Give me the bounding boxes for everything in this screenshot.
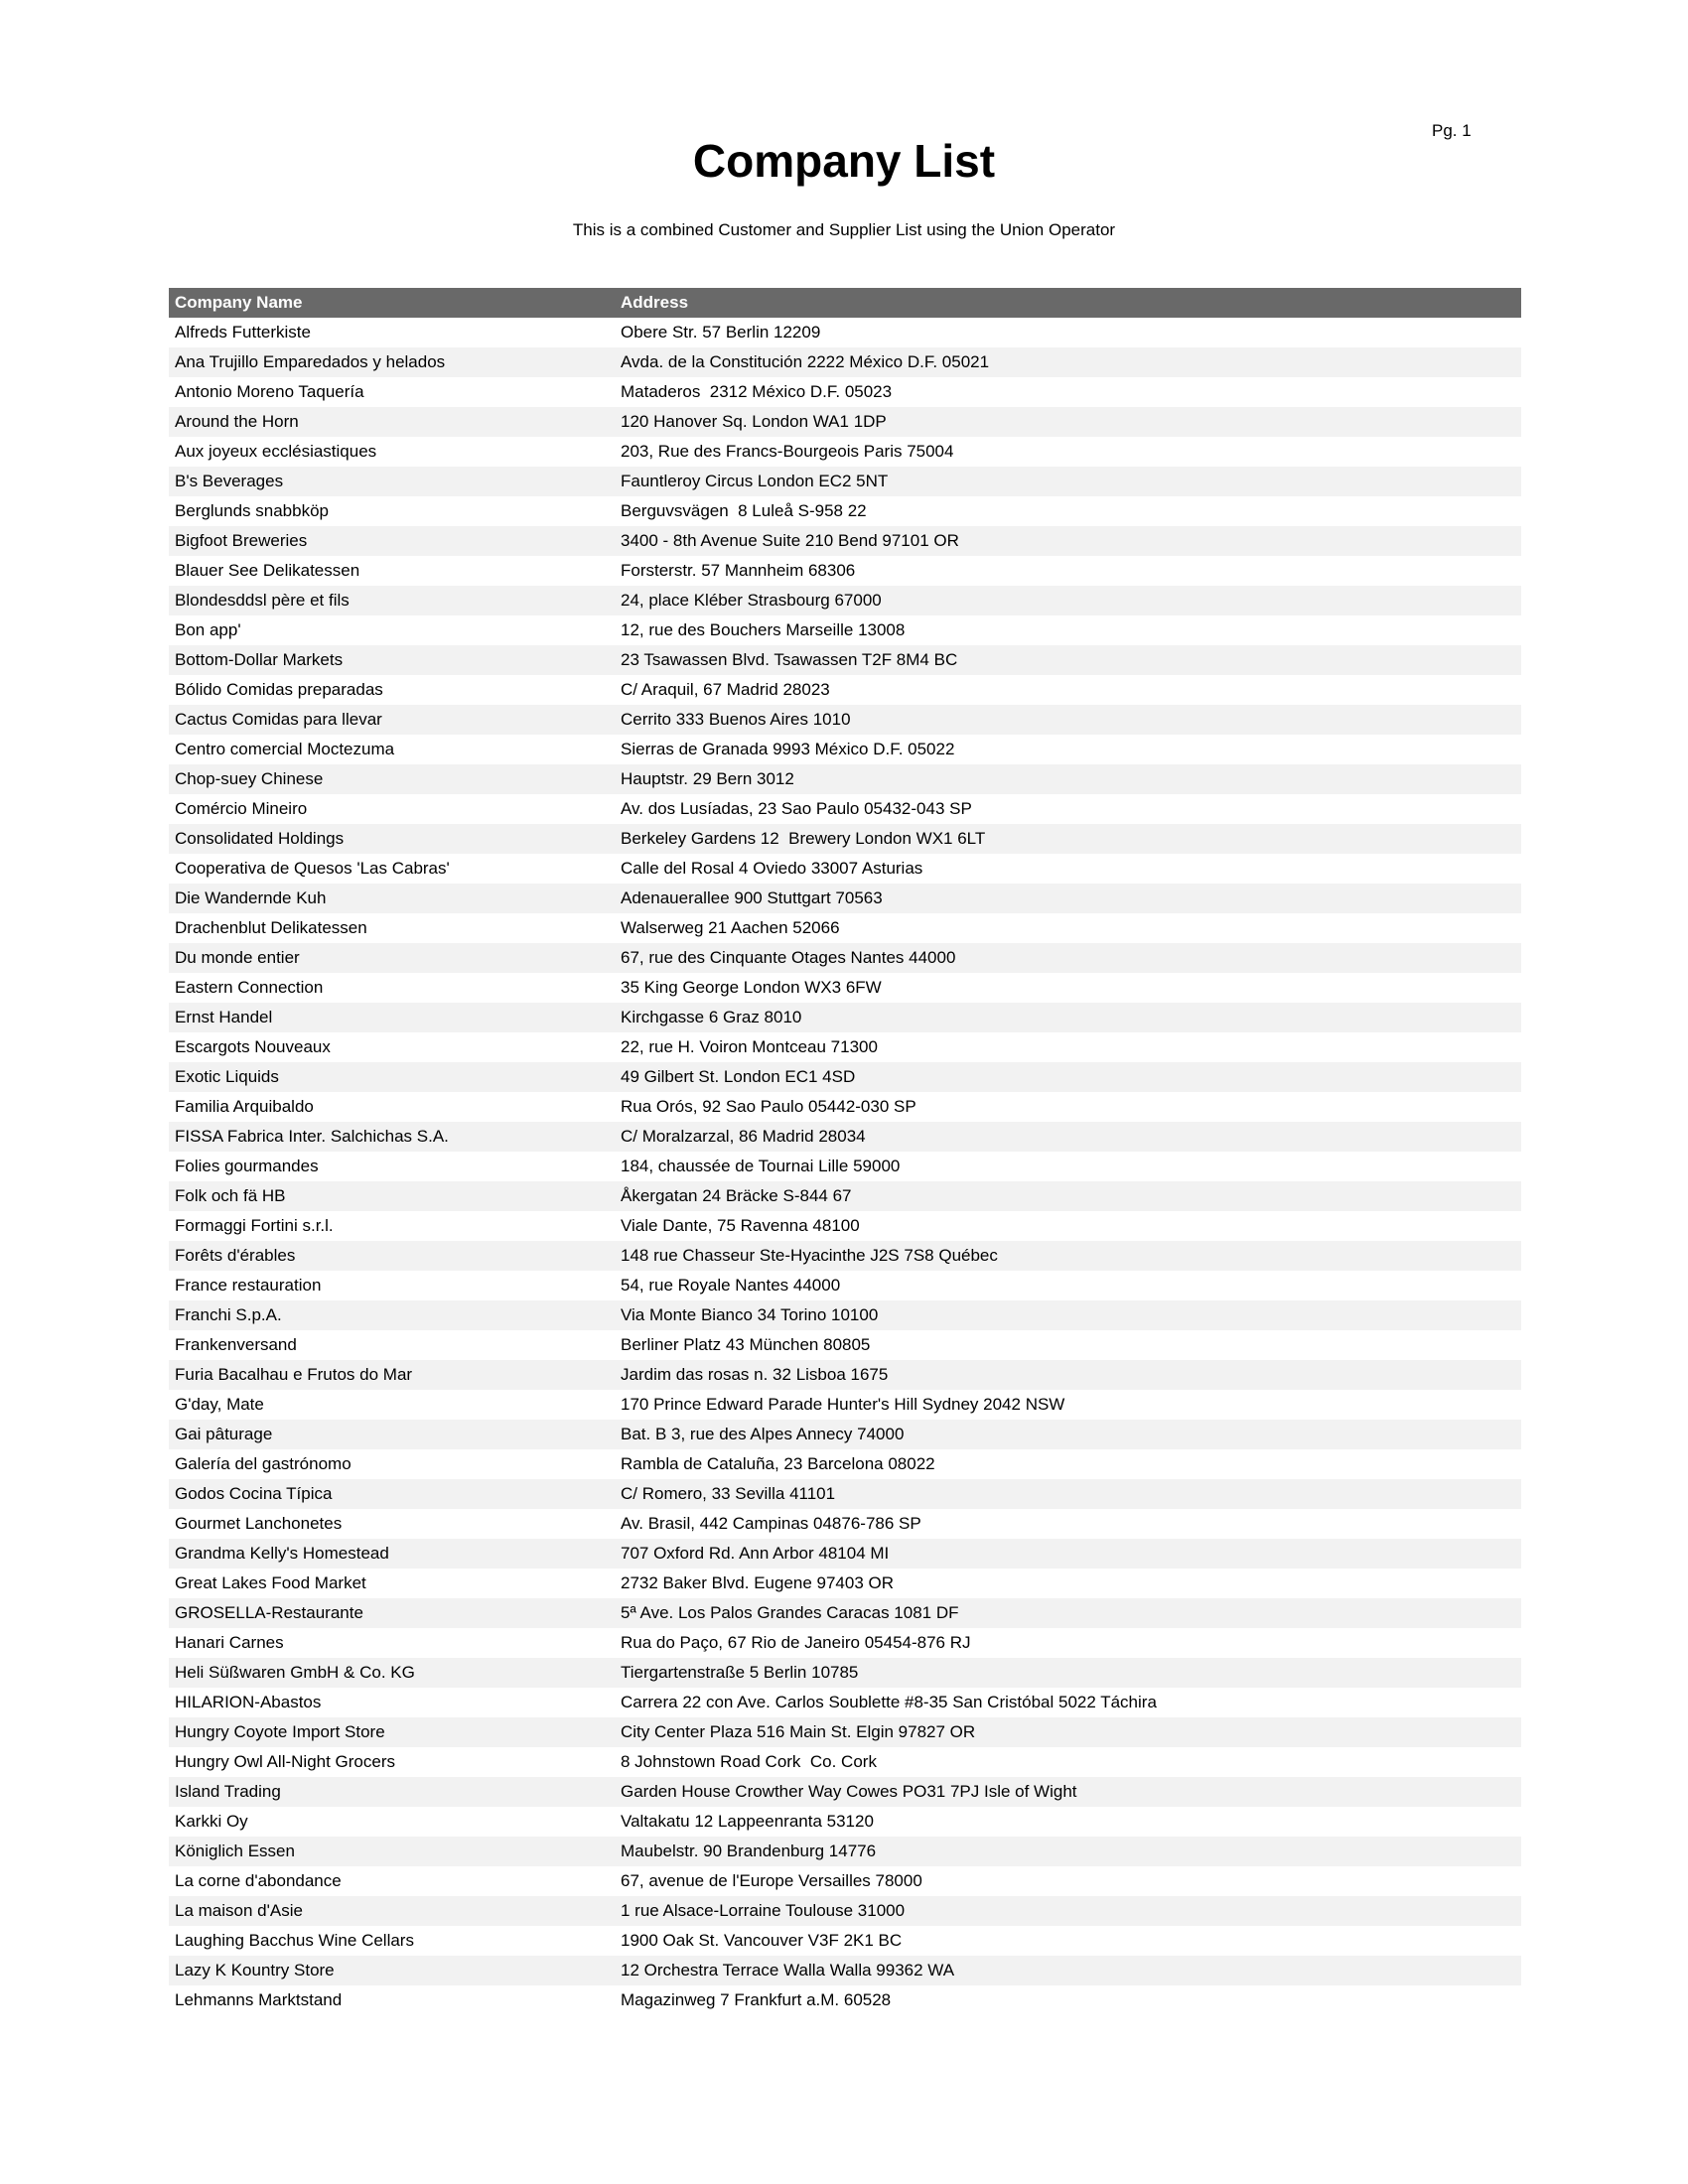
address-cell: C/ Moralzarzal, 86 Madrid 28034 [621,1127,866,1146]
address-cell: 203, Rue des Francs-Bourgeois Paris 75004 [621,442,954,461]
address-cell: Av. Brasil, 442 Campinas 04876-786 SP [621,1514,921,1533]
page-title: Company List [692,135,996,187]
company-name-cell: G'day, Mate [175,1395,264,1414]
company-name-cell: Cooperativa de Quesos 'Las Cabras' [175,859,450,878]
table-row [169,1271,1521,1300]
table-row [169,1956,1521,1985]
table-row [169,1896,1521,1926]
address-cell: 707 Oxford Rd. Ann Arbor 48104 MI [621,1544,890,1563]
company-name-cell: HILARION-Abastos [175,1693,322,1711]
company-name-cell: Ana Trujillo Emparedados y helados [175,352,446,371]
address-cell: 184, chaussée de Tournai Lille 59000 [621,1157,901,1175]
table-row [169,735,1521,764]
table-row [169,794,1521,824]
table-row [169,556,1521,586]
table-row [169,1479,1521,1509]
table-row [169,1539,1521,1569]
address-cell: Forsterstr. 57 Mannheim 68306 [621,561,856,580]
table-row [169,1628,1521,1658]
table-row [169,764,1521,794]
address-cell: 8 Johnstown Road Cork Co. Cork [621,1752,877,1771]
table-row [169,1985,1521,2015]
address-cell: Carrera 22 con Ave. Carlos Soublette #8-35 San Cristóbal 5022 Táchira [621,1693,1157,1711]
company-name-cell: Cactus Comidas para llevar [175,710,382,729]
company-name-cell: Forêts d'érables [175,1246,296,1265]
page-subtitle: This is a combined Customer and Supplier List using the Union Operator [572,220,1116,239]
company-table [169,288,1521,2015]
company-name-cell: Die Wandernde Kuh [175,888,327,907]
column-header-address: Address [621,293,689,312]
company-name-cell: Bólido Comidas preparadas [175,680,383,699]
address-cell: Garden House Crowther Way Cowes PO31 7PJ Isle of Wight [621,1782,1077,1801]
address-cell: 148 rue Chasseur Ste-Hyacinthe J2S 7S8 Québec [621,1246,998,1265]
company-name-cell: Gai pâturage [175,1425,273,1443]
company-name-cell: Galería del gastrónomo [175,1454,352,1473]
company-name-cell: Aux joyeux ecclésiastiques [175,442,377,461]
address-cell: C/ Araquil, 67 Madrid 28023 [621,680,830,699]
table-row [169,854,1521,884]
table-row [169,1807,1521,1837]
company-name-cell: Bon app' [175,620,241,639]
table-row [169,318,1521,347]
table-row [169,1837,1521,1866]
company-name-cell: Blondesddsl père et fils [175,591,350,610]
company-name-cell: Grandma Kelly's Homestead [175,1544,389,1563]
company-name-cell: France restauration [175,1276,322,1295]
address-cell: City Center Plaza 516 Main St. Elgin 97827 OR [621,1722,976,1741]
table-row [169,407,1521,437]
company-name-cell: Great Lakes Food Market [175,1573,366,1592]
company-name-cell: La maison d'Asie [175,1901,303,1920]
table-row [169,1211,1521,1241]
table-row [169,1092,1521,1122]
address-cell: Rua Orós, 92 Sao Paulo 05442-030 SP [621,1097,916,1116]
table-row [169,377,1521,407]
address-cell: Åkergatan 24 Bräcke S-844 67 [621,1186,852,1205]
table-row [169,1003,1521,1032]
table-row [169,1241,1521,1271]
table-row [169,347,1521,377]
company-name-cell: Folk och fä HB [175,1186,286,1205]
table-row [169,1390,1521,1420]
table-header [169,288,1521,318]
address-cell: Berguvsvägen 8 Luleå S-958 22 [621,501,867,520]
address-cell: Valtakatu 12 Lappeenranta 53120 [621,1812,874,1831]
table-body [169,318,1521,2015]
company-name-cell: Berglunds snabbköp [175,501,330,520]
company-name-cell: Frankenversand [175,1335,297,1354]
table-row [169,705,1521,735]
address-cell: Adenauerallee 900 Stuttgart 70563 [621,888,883,907]
company-name-cell: Hungry Owl All-Night Grocers [175,1752,396,1771]
company-name-cell: Eastern Connection [175,978,324,997]
company-name-cell: Blauer See Delikatessen [175,561,360,580]
table-row [169,973,1521,1003]
table-row [169,1122,1521,1152]
table-row [169,496,1521,526]
address-cell: 5ª Ave. Los Palos Grandes Caracas 1081 DF [621,1603,959,1622]
company-name-cell: La corne d'abondance [175,1871,342,1890]
company-name-cell: Godos Cocina Típica [175,1484,333,1503]
table-row [169,437,1521,467]
table-row [169,675,1521,705]
table-row [169,1926,1521,1956]
address-cell: 2732 Baker Blvd. Eugene 97403 OR [621,1573,895,1592]
page-number: Pg. 1 [1432,121,1472,140]
company-name-cell: Lehmanns Marktstand [175,1990,343,2009]
address-cell: Cerrito 333 Buenos Aires 1010 [621,710,851,729]
address-cell: C/ Romero, 33 Sevilla 41101 [621,1484,836,1503]
company-name-cell: Exotic Liquids [175,1067,279,1086]
company-name-cell: Centro comercial Moctezuma [175,740,395,758]
address-cell: 67, avenue de l'Europe Versailles 78000 [621,1871,922,1890]
address-cell: Tiergartenstraße 5 Berlin 10785 [621,1663,859,1682]
company-name-cell: Comércio Mineiro [175,799,308,818]
company-name-cell: Du monde entier [175,948,300,967]
table-row [169,615,1521,645]
company-name-cell: Folies gourmandes [175,1157,319,1175]
table-row [169,1658,1521,1688]
table-row [169,884,1521,913]
address-cell: Calle del Rosal 4 Oviedo 33007 Asturias [621,859,923,878]
table-row [169,586,1521,615]
address-cell: Berliner Platz 43 München 80805 [621,1335,871,1354]
address-cell: Rambla de Cataluña, 23 Barcelona 08022 [621,1454,935,1473]
table-row [169,1688,1521,1717]
table-row [169,1420,1521,1449]
address-cell: 1900 Oak St. Vancouver V3F 2K1 BC [621,1931,903,1950]
address-cell: Magazinweg 7 Frankfurt a.M. 60528 [621,1990,892,2009]
table-row [169,1717,1521,1747]
address-cell: 12 Orchestra Terrace Walla Walla 99362 WA [621,1961,955,1979]
address-cell: Jardim das rosas n. 32 Lisboa 1675 [621,1365,889,1384]
table-row [169,1152,1521,1181]
address-cell: 170 Prince Edward Parade Hunter's Hill Sydney 2042 NSW [621,1395,1065,1414]
address-cell: 54, rue Royale Nantes 44000 [621,1276,841,1295]
company-name-cell: B's Beverages [175,472,284,490]
table-row [169,1449,1521,1479]
address-cell: Fauntleroy Circus London EC2 5NT [621,472,889,490]
table-row [169,1300,1521,1330]
company-name-cell: Königlich Essen [175,1842,295,1860]
company-name-cell: Drachenblut Delikatessen [175,918,367,937]
table-row [169,1569,1521,1598]
table-row [169,1598,1521,1628]
company-name-cell: Bottom-Dollar Markets [175,650,344,669]
company-name-cell: Island Trading [175,1782,281,1801]
company-name-cell: Consolidated Holdings [175,829,345,848]
address-cell: Mataderos 2312 México D.F. 05023 [621,382,893,401]
address-cell: 49 Gilbert St. London EC1 4SD [621,1067,856,1086]
table-row [169,1330,1521,1360]
table-row [169,913,1521,943]
company-name-cell: Familia Arquibaldo [175,1097,314,1116]
company-name-cell: Ernst Handel [175,1008,273,1026]
address-cell: Via Monte Bianco 34 Torino 10100 [621,1305,879,1324]
address-cell: 22, rue H. Voiron Montceau 71300 [621,1037,878,1056]
table-row [169,824,1521,854]
table-row [169,1360,1521,1390]
address-cell: 67, rue des Cinquante Otages Nantes 44000 [621,948,956,967]
company-name-cell: Alfreds Futterkiste [175,323,311,341]
company-name-cell: Formaggi Fortini s.r.l. [175,1216,334,1235]
company-name-cell: GROSELLA-Restaurante [175,1603,363,1622]
table-row [169,645,1521,675]
address-cell: Av. dos Lusíadas, 23 Sao Paulo 05432-043 SP [621,799,972,818]
company-name-cell: Chop-suey Chinese [175,769,324,788]
company-name-cell: Lazy K Kountry Store [175,1961,335,1979]
address-cell: Bat. B 3, rue des Alpes Annecy 74000 [621,1425,905,1443]
address-cell: Sierras de Granada 9993 México D.F. 05022 [621,740,955,758]
address-cell: Hauptstr. 29 Bern 3012 [621,769,794,788]
address-cell: 120 Hanover Sq. London WA1 1DP [621,412,887,431]
company-name-cell: Hungry Coyote Import Store [175,1722,385,1741]
address-cell: 23 Tsawassen Blvd. Tsawassen T2F 8M4 BC [621,650,958,669]
address-cell: 3400 - 8th Avenue Suite 210 Bend 97101 OR [621,531,959,550]
company-name-cell: Heli Süßwaren GmbH & Co. KG [175,1663,415,1682]
address-cell: Viale Dante, 75 Ravenna 48100 [621,1216,860,1235]
column-header-company-name: Company Name [175,293,303,312]
table-row [169,1062,1521,1092]
table-row [169,1181,1521,1211]
address-cell: Kirchgasse 6 Graz 8010 [621,1008,802,1026]
table-row [169,1747,1521,1777]
address-cell: Rua do Paço, 67 Rio de Janeiro 05454-876 RJ [621,1633,971,1652]
table-row [169,1777,1521,1807]
address-cell: Maubelstr. 90 Brandenburg 14776 [621,1842,877,1860]
company-name-cell: Antonio Moreno Taquería [175,382,364,401]
company-name-cell: Escargots Nouveaux [175,1037,331,1056]
company-name-cell: Around the Horn [175,412,299,431]
company-name-cell: Furia Bacalhau e Frutos do Mar [175,1365,413,1384]
table-row [169,467,1521,496]
company-name-cell: Franchi S.p.A. [175,1305,282,1324]
table-row [169,1509,1521,1539]
table-row [169,1866,1521,1896]
company-name-cell: Karkki Oy [175,1812,248,1831]
address-cell: 35 King George London WX3 6FW [621,978,882,997]
company-name-cell: Laughing Bacchus Wine Cellars [175,1931,414,1950]
table-row [169,526,1521,556]
address-cell: Berkeley Gardens 12 Brewery London WX1 6LT [621,829,986,848]
company-name-cell: Gourmet Lanchonetes [175,1514,343,1533]
address-cell: Avda. de la Constitución 2222 México D.F. 05021 [621,352,990,371]
company-name-cell: Hanari Carnes [175,1633,284,1652]
address-cell: Obere Str. 57 Berlin 12209 [621,323,821,341]
address-cell: 12, rue des Bouchers Marseille 13008 [621,620,906,639]
table-row [169,943,1521,973]
address-cell: 24, place Kléber Strasbourg 67000 [621,591,882,610]
company-name-cell: FISSA Fabrica Inter. Salchichas S.A. [175,1127,449,1146]
table-row [169,1032,1521,1062]
address-cell: 1 rue Alsace-Lorraine Toulouse 31000 [621,1901,906,1920]
address-cell: Walserweg 21 Aachen 52066 [621,918,840,937]
company-name-cell: Bigfoot Breweries [175,531,308,550]
